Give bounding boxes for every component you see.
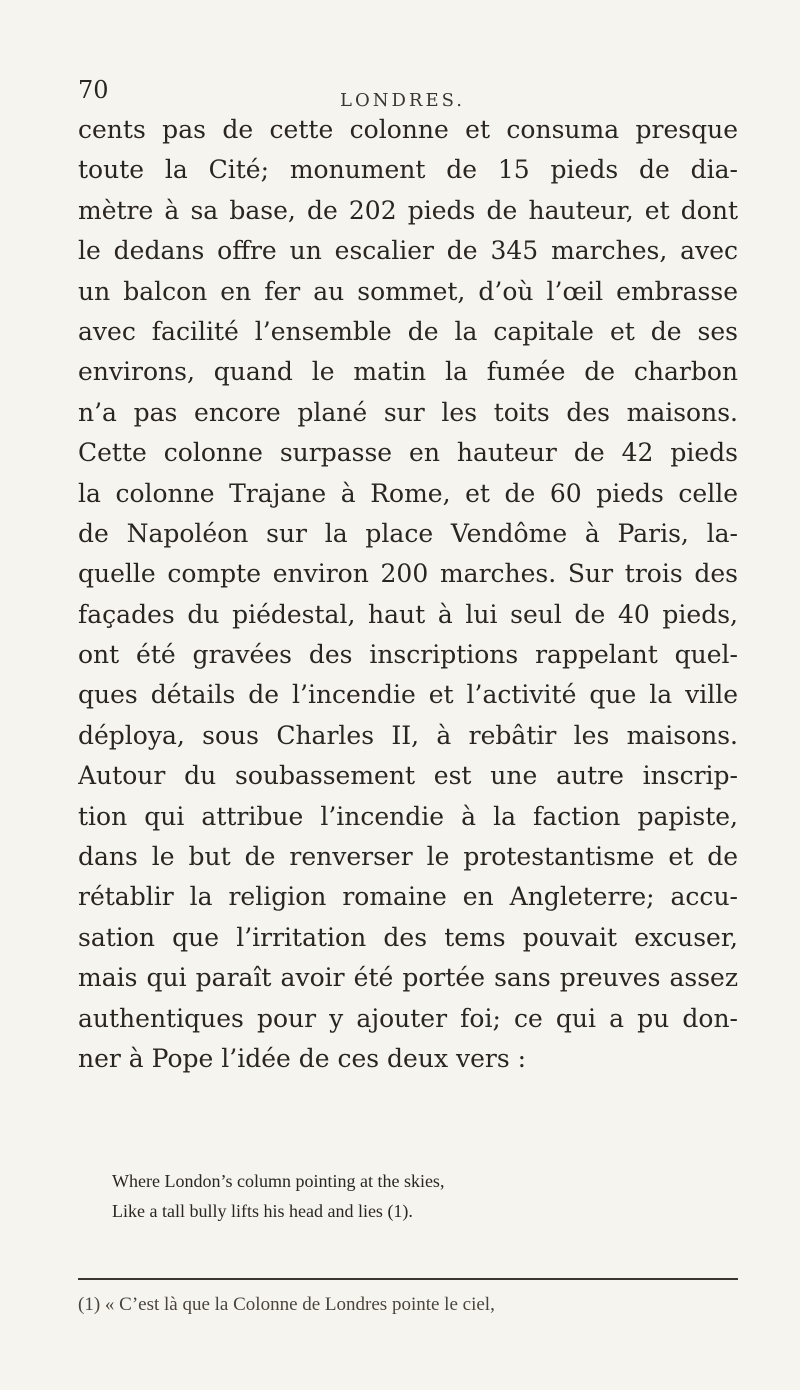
text-line: cents pas de cette colonne et consuma presque [78,115,738,144]
footnote: (1) « C’est là que la Colonne de Londres pointe le ciel, [78,1294,495,1315]
text-line: avec facilité l’ensemble de la capitale et de ses [78,316,738,346]
text-line: Cette colonne surpasse en hauteur de 42 pieds [78,438,738,468]
text-line: dans le but de renverser le protestantisme et de [78,842,738,872]
text-line: rétablir la religion romaine en Angleterre; accu- [78,882,738,912]
footnote-rule [78,1278,738,1280]
verse-quote [112,1166,712,1226]
text-line: environs, quand le matin la fumée de charbon [78,357,738,387]
text-line: Autour du soubassement est une autre inscrip- [78,761,738,791]
page-number: 70 [78,76,109,104]
verse-line: Like a tall bully lifts his head and lies (1). [112,1201,413,1221]
text-line: sation que l’irritation des tems pouvait excuser, [78,922,738,952]
text-line: de Napoléon sur la place Vendôme à Paris, la- [78,518,738,548]
body-text [78,110,738,1079]
text-line: la colonne Trajane à Rome, et de 60 pieds celle [78,478,738,508]
text-line: ner à Pope l’idée de ces deux vers : [78,1043,527,1073]
text-line: façades du piédestal, haut à lui seul de 40 pieds, [78,599,738,629]
text-line: ques détails de l’incendie et l’activité que la ville [78,680,738,710]
text-line: toute la Cité; monument de 15 pieds de dia- [78,155,738,185]
text-line: n’a pas encore plané sur les toits des maisons. [78,397,738,427]
text-line: déploya, sous Charles II, à rebâtir les maisons. [78,720,738,750]
text-line: un balcon en fer au sommet, d’où l’œil embrasse [78,276,738,306]
text-line: mètre à sa base, de 202 pieds de hauteur, et dont [78,195,738,225]
text-line: authentiques pour y ajouter foi; ce qui a pu don- [78,1003,738,1033]
text-line: tion qui attribue l’incendie à la faction papiste, [78,801,738,831]
running-head: LONDRES. [340,90,465,111]
text-line: quelle compte environ 200 marches. Sur trois des [78,559,738,589]
text-line: ont été gravées des inscriptions rappelant quel- [78,640,738,670]
text-line: mais qui paraît avoir été portée sans preuves assez [78,963,738,993]
verse-line: Where London’s column pointing at the skies, [112,1171,445,1191]
text-line: le dedans offre un escalier de 345 marches, avec [78,236,738,266]
